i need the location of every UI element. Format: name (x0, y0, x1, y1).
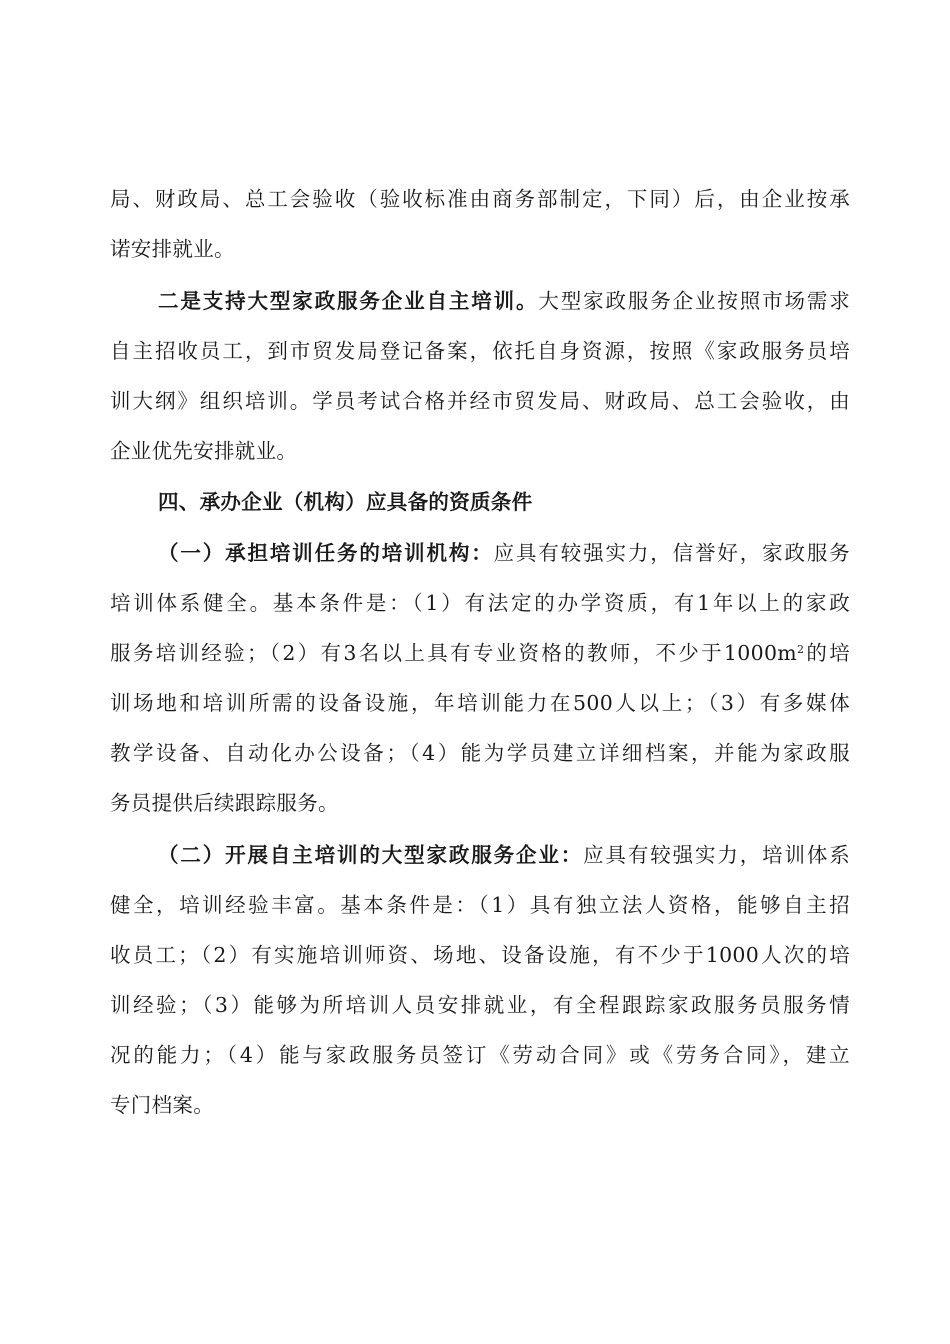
body-text-line: 培训体系健全。基本条件是：（1）有法定的办学资质，有1年以上的家政 (110, 591, 850, 615)
body-text-line: 训场地和培训所需的设备设施，年培训能力在500人以上；（3）有多媒体 (110, 691, 850, 715)
body-text-line: 健全，培训经验丰富。基本条件是：（1）具有独立法人资格，能够自主招 (110, 893, 850, 917)
body-text-line: 专门档案。 (110, 1093, 214, 1117)
subsection-title: （二）开展自主培训的大型家政服务企业： (158, 843, 584, 867)
section-heading: 四、承办企业（机构）应具备的资质条件 (158, 490, 533, 514)
paragraph-lead-line (158, 286, 850, 316)
body-text-line: 企业优先安排就业。 (110, 439, 298, 463)
paragraph-lead-text: 大型家政服务企业按照市场需求 (538, 289, 850, 313)
body-text-line: 务员提供后续跟踪服务。 (110, 791, 339, 815)
body-text-segment: 的培 (804, 641, 850, 665)
body-text-line: 训大纲》组织培训。学员考试合格并经市贸发局、财政局、总工会验收，由 (110, 389, 850, 413)
subsection-text: 应具有较强实力，信誉好，家政服务 (493, 541, 850, 565)
body-text-line: 收员工；（2）有实施培训师资、场地、设备设施，有不少于1000人次的培 (110, 943, 850, 967)
body-text-line (110, 638, 850, 668)
body-text-line: 诺安排就业。 (110, 237, 235, 261)
paragraph-lead-bold: 二是支持大型家政服务企业自主培训。 (158, 289, 539, 313)
subsection-lead-line (158, 538, 850, 568)
body-text-line: 局、财政局、总工会验收（验收标准由商务部制定，下同）后，由企业按承 (110, 187, 850, 211)
body-text-line: 训经验；（3）能够为所培训人员安排就业，有全程跟踪家政服务员服务情 (110, 993, 850, 1017)
superscript-unit: 2 (797, 643, 805, 656)
body-text-segment: 服务培训经验；（2）有3名以上具有专业资格的教师，不少于1000m (110, 641, 798, 665)
subsection-text: 应具有较强实力，培训体系 (583, 843, 850, 867)
body-text-line: 况的能力；（4）能与家政服务员签订《劳动合同》或《劳务合同》，建立 (110, 1043, 850, 1067)
subsection-lead-line (158, 840, 850, 870)
subsection-title: （一）承担培训任务的培训机构： (158, 541, 494, 565)
body-text-line: 教学设备、自动化办公设备；（4）能为学员建立详细档案，并能为家政服 (110, 741, 850, 765)
body-text-line: 自主招收员工，到市贸发局登记备案，依托自身资源，按照《家政服务员培 (110, 339, 850, 363)
